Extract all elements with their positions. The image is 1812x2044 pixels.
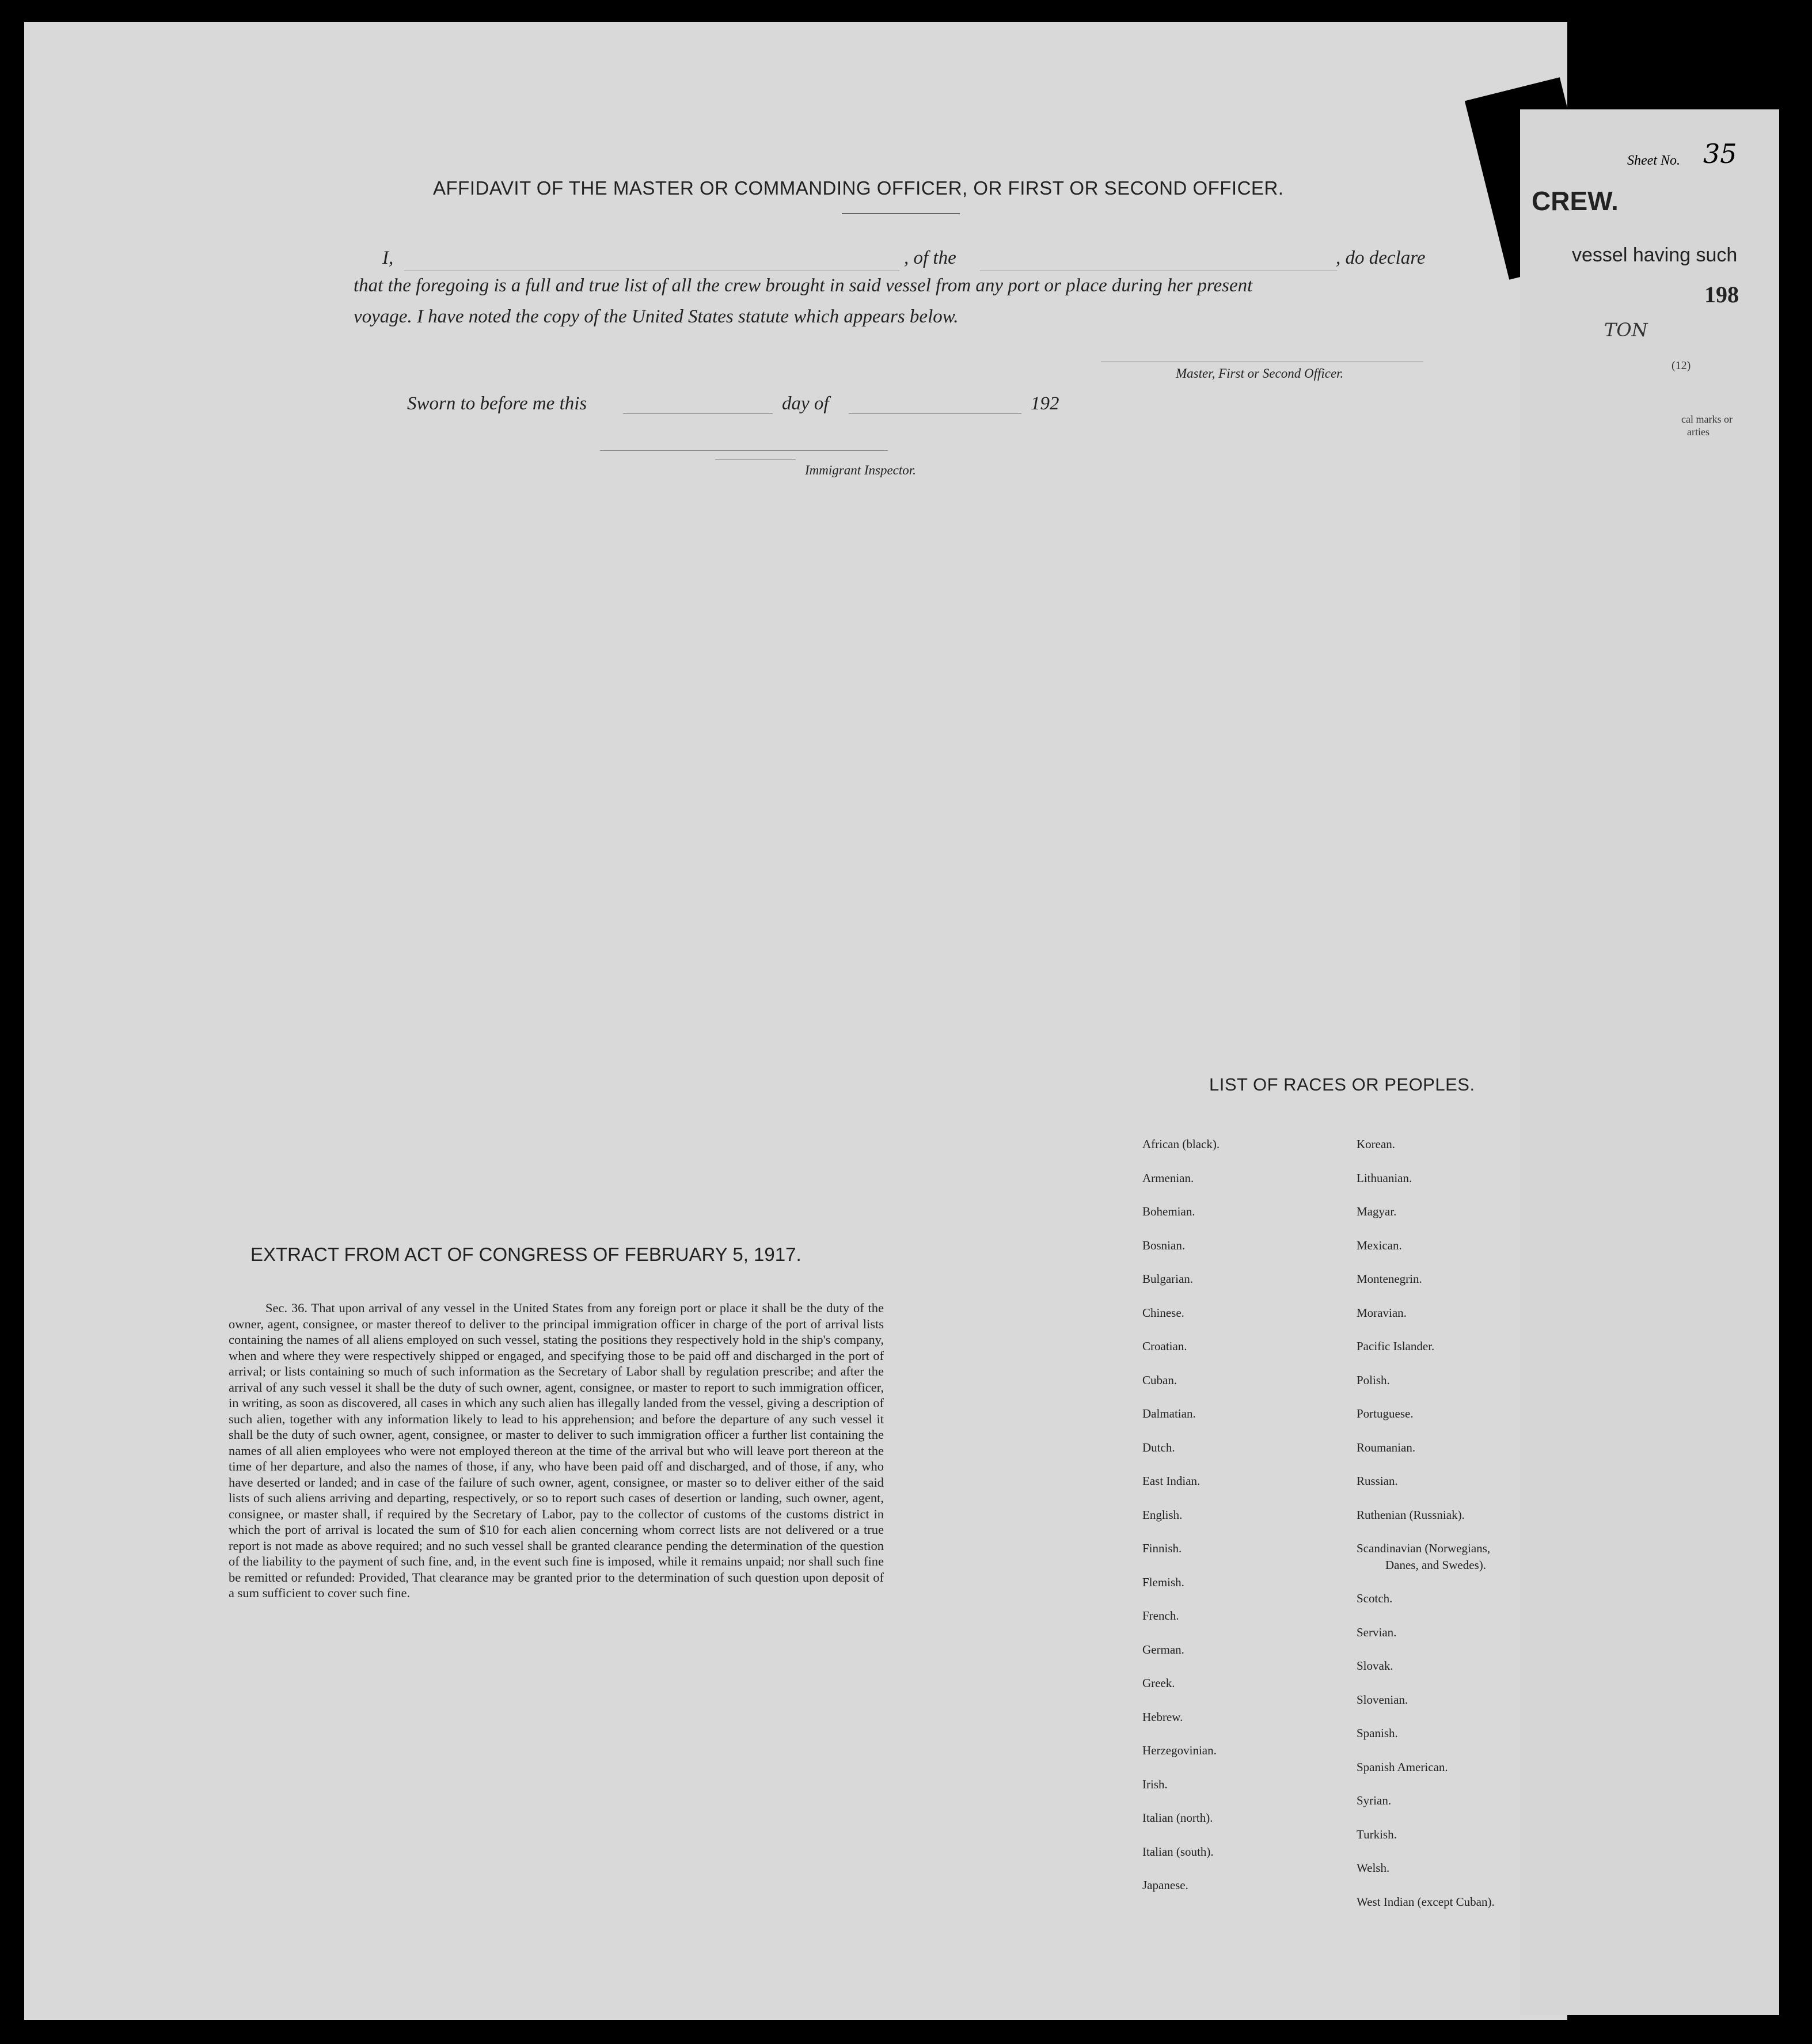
race-item: African (black). [1142, 1137, 1220, 1151]
marks-fragment-2: arties [1687, 426, 1710, 438]
race-item: Italian (south). [1142, 1844, 1214, 1859]
race-item: West Indian (except Cuban). [1357, 1894, 1495, 1909]
race-item: Scandinavian (Norwegians, [1357, 1541, 1491, 1555]
inspector-line-upper [600, 450, 888, 451]
race-item: Bulgarian. [1142, 1272, 1194, 1286]
marks-fragment: cal marks or [1681, 413, 1733, 425]
race-item: Pacific Islander. [1357, 1339, 1435, 1353]
race-item: Irish. [1142, 1777, 1168, 1791]
sheet-number: 35 [1703, 138, 1737, 169]
year-prefix: 192 [1031, 393, 1059, 414]
race-item: Montenegrin. [1357, 1272, 1422, 1286]
sworn-month-blank [849, 413, 1021, 414]
race-item: Japanese. [1142, 1878, 1188, 1892]
race-item: Roumanian. [1357, 1440, 1416, 1454]
race-item: Bosnian. [1142, 1238, 1186, 1252]
race-item: Welsh. [1357, 1861, 1390, 1875]
affidavit-title: AFFIDAVIT OF THE MASTER OR COMMANDING OFFICER, OR FIRST OR SECOND OFFICER. [433, 177, 1284, 199]
column-number-12: (12) [1672, 359, 1691, 372]
race-item: Dalmatian. [1142, 1407, 1196, 1420]
race-item: Danes, and Swedes). [1385, 1557, 1486, 1572]
race-item: Bohemian. [1142, 1205, 1195, 1218]
inspector-line-lower [715, 459, 796, 460]
title-rule [842, 213, 960, 214]
races-right-column [1357, 1127, 1495, 1918]
race-item: Italian (north). [1142, 1811, 1213, 1825]
race-item: Slovenian. [1357, 1692, 1408, 1707]
races-left-column [1142, 1127, 1220, 1902]
vessel-fragment-text: vessel having such [1572, 244, 1738, 266]
race-item: Croatian. [1142, 1339, 1187, 1353]
race-item: Scotch. [1357, 1591, 1393, 1605]
race-item: Mexican. [1357, 1238, 1402, 1252]
extract-body: Sec. 36. That upon arrival of any vessel in the United States from any foreign port or place it shall be the duty of the owner, agent, consignee, or master thereof to deliver to the principal immigration officer in charge of the port of arrival lists containing the names of all aliens employed on such vessel, stating the positions they respectively hold in the ship's company, when and where they were respectively shipped or engaged, and specifying those to be paid off and discharged in the port of arrival; or lists containing so much of such information as the Secretary of Labor shall by regulation prescribe; and after the arrival of any such vessel it shall be the duty of such owner, agent, consignee, or master to report to such immigration officer, in writing, as soon as discovered, all cases in which any such alien has illegally landed from the vessel, giving a description of such alien, together with any information likely to lead to his apprehension; and before the departure of any such vessel it shall be the duty of such owner, agent, consignee, or master to deliver to such immigration officer a further list containing the names of all alien employees who were not employed thereon at the time of the arrival but who will leave port thereon at the time of her departure, and also the names of those, if any, who have been paid off and discharged, and of those, if any, who have deserted or landed; and in case of the failure of such owner, agent, consignee, or master so to deliver either of the said lists of such aliens arriving and departing, respectively, or so to report such cases of desertion or landing, such owner, agent, consignee, or master shall, if required by the Secretary of Labor, pay to the collector of customs of the customs district in which the port of arrival is located the sum of $10 for each alien concerning whom correct lists are not delivered or a true report is not made as above required; and no such vessel shall be granted clearance pending the determination of the question of the liability to the payment of such fine, and, in the event such fine is imposed, while it remains unpaid; nor shall such fine be remitted or refunded: Provided, That clearance may be granted prior to the determination of such question upon deposit of a sum sufficient to cover such fine. [229, 1301, 884, 1600]
handwritten-ton: TON [1604, 319, 1648, 341]
race-item: Spanish. [1357, 1726, 1398, 1740]
race-item: Korean. [1357, 1137, 1396, 1151]
race-item: Lithuanian. [1357, 1171, 1412, 1185]
crew-heading: CREW. [1532, 186, 1619, 216]
declaration-of-the: , of the [904, 248, 956, 268]
race-item: Dutch. [1142, 1440, 1175, 1454]
race-item: Russian. [1357, 1474, 1398, 1488]
sheet-label: Sheet No. [1627, 153, 1680, 168]
race-item: Turkish. [1357, 1827, 1397, 1841]
race-item: Moravian. [1357, 1305, 1407, 1320]
declaration-do-declare: , do declare [1336, 248, 1426, 268]
race-item: French. [1142, 1609, 1179, 1623]
race-item: Spanish American. [1357, 1760, 1448, 1774]
sworn-before-label: Sworn to before me this [407, 393, 587, 414]
master-signature-label: Master, First or Second Officer. [1176, 366, 1344, 381]
race-item: Ruthenian (Russniak). [1357, 1507, 1465, 1522]
race-item: Syrian. [1357, 1794, 1392, 1807]
document-page [24, 22, 1567, 2020]
race-item: Flemish. [1142, 1575, 1184, 1589]
declaration-line-2: that the foregoing is a full and true list of all the crew brought in said vessel from any port or place during her present [354, 275, 1253, 296]
declaration-i-label: I, [382, 248, 394, 268]
race-item: East Indian. [1142, 1474, 1201, 1488]
race-item: Magyar. [1357, 1205, 1397, 1218]
races-title: LIST OF RACES OR PEOPLES. [1209, 1074, 1475, 1095]
race-item: Greek. [1142, 1676, 1175, 1690]
race-item: Finnish. [1142, 1541, 1182, 1555]
race-item: Slovak. [1357, 1659, 1393, 1673]
race-item: Hebrew. [1142, 1709, 1183, 1724]
race-item: German. [1142, 1642, 1184, 1657]
underlying-page-fragment [1520, 109, 1779, 2015]
sworn-day-blank [623, 413, 773, 414]
race-item: English. [1142, 1507, 1183, 1522]
race-item: Portuguese. [1357, 1407, 1414, 1420]
race-item: Servian. [1357, 1625, 1397, 1639]
race-item: Cuban. [1142, 1373, 1177, 1387]
year-fragment: 198 [1704, 282, 1739, 307]
race-item: Armenian. [1142, 1171, 1194, 1185]
race-item: Herzegovinian. [1142, 1743, 1217, 1757]
day-of-label: day of [782, 393, 829, 414]
race-item: Polish. [1357, 1373, 1390, 1387]
declaration-line-3: voyage. I have noted the copy of the United States statute which appears below. [354, 306, 959, 327]
extract-title: EXTRACT FROM ACT OF CONGRESS OF FEBRUARY 5, 1917. [250, 1244, 801, 1265]
inspector-label: Immigrant Inspector. [805, 463, 916, 477]
race-item: Chinese. [1142, 1305, 1184, 1320]
